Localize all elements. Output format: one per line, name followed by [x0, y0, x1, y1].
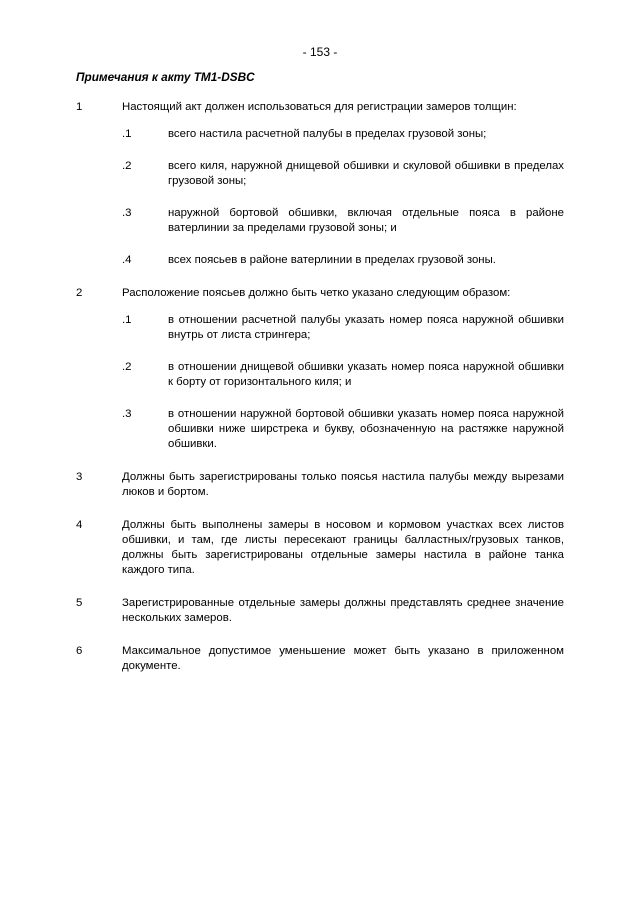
note-item	[0, 518, 640, 578]
notes-list	[0, 100, 640, 692]
subitem-number: .3	[122, 408, 132, 420]
subitem-text: в отношении расчетной палубы указать номер пояса наружной обшивки внутрь от листа стрингера;	[168, 314, 564, 341]
note-number: 1	[76, 101, 83, 113]
note-item	[0, 470, 640, 500]
subitem	[0, 407, 640, 452]
subitem-list	[0, 127, 640, 268]
subitem	[0, 253, 640, 268]
subitem-number: .3	[122, 207, 132, 219]
note-text: Должны быть выполнены замеры в носовом и кормовом участках всех листов обшивки, и там, где листы пересекают границы балластных/грузовых танков, должны быть зарегистрированы отдельные замеры настила в районе танка каждого типа.	[122, 519, 564, 576]
note-number: 5	[76, 597, 83, 609]
subitem-text: в отношении наружной бортовой обшивки указать номер пояса наружной обшивки ниже ширстрека и букву, обозначенную на растяжке наружной обшивки.	[168, 408, 564, 450]
note-number: 6	[76, 645, 83, 657]
note-number: 3	[76, 471, 83, 483]
subitem-number: .2	[122, 160, 132, 172]
subitem	[0, 313, 640, 343]
subitem-text: всех поясьев в районе ватерлинии в пределах грузовой зоны.	[168, 254, 496, 266]
subitem	[0, 206, 640, 236]
subitem	[0, 360, 640, 390]
subitem-number: .1	[122, 314, 132, 326]
subitem-text: в отношении днищевой обшивки указать номер пояса наружной обшивки к борту от горизонтального киля; и	[168, 361, 564, 388]
subitem-list	[0, 313, 640, 452]
note-item	[0, 286, 640, 452]
subitem-text: всего киля, наружной днищевой обшивки и скуловой обшивки в пределах грузовой зоны;	[168, 160, 564, 187]
note-item	[0, 644, 640, 674]
subitem-number: .4	[122, 254, 132, 266]
subitem-number: .1	[122, 128, 132, 140]
subitem-text: наружной бортовой обшивки, включая отдельные пояса в районе ватерлинии за пределами грузовой зоны; и	[168, 207, 564, 234]
page-number: - 153 -	[302, 45, 338, 59]
subitem	[0, 127, 640, 142]
note-item	[0, 596, 640, 626]
note-text: Должны быть зарегистрированы только поясья настила палубы между вырезами люков и бортом.	[122, 471, 564, 498]
subitem-number: .2	[122, 361, 132, 373]
note-number: 4	[76, 519, 83, 531]
note-text: Расположение поясьев должно быть четко указано следующим образом:	[122, 287, 511, 299]
note-number: 2	[76, 287, 83, 299]
subitem-text: всего настила расчетной палубы в пределах грузовой зоны;	[168, 128, 487, 140]
document-title: Примечания к акту TM1-DSBC	[76, 70, 255, 84]
subitem	[0, 159, 640, 189]
note-text: Настоящий акт должен использоваться для регистрации замеров толщин:	[122, 101, 517, 113]
note-item	[0, 100, 640, 268]
note-text: Зарегистрированные отдельные замеры должны представлять среднее значение нескольких замеров.	[122, 597, 564, 624]
note-text: Максимальное допустимое уменьшение может быть указано в приложенном документе.	[122, 645, 564, 672]
